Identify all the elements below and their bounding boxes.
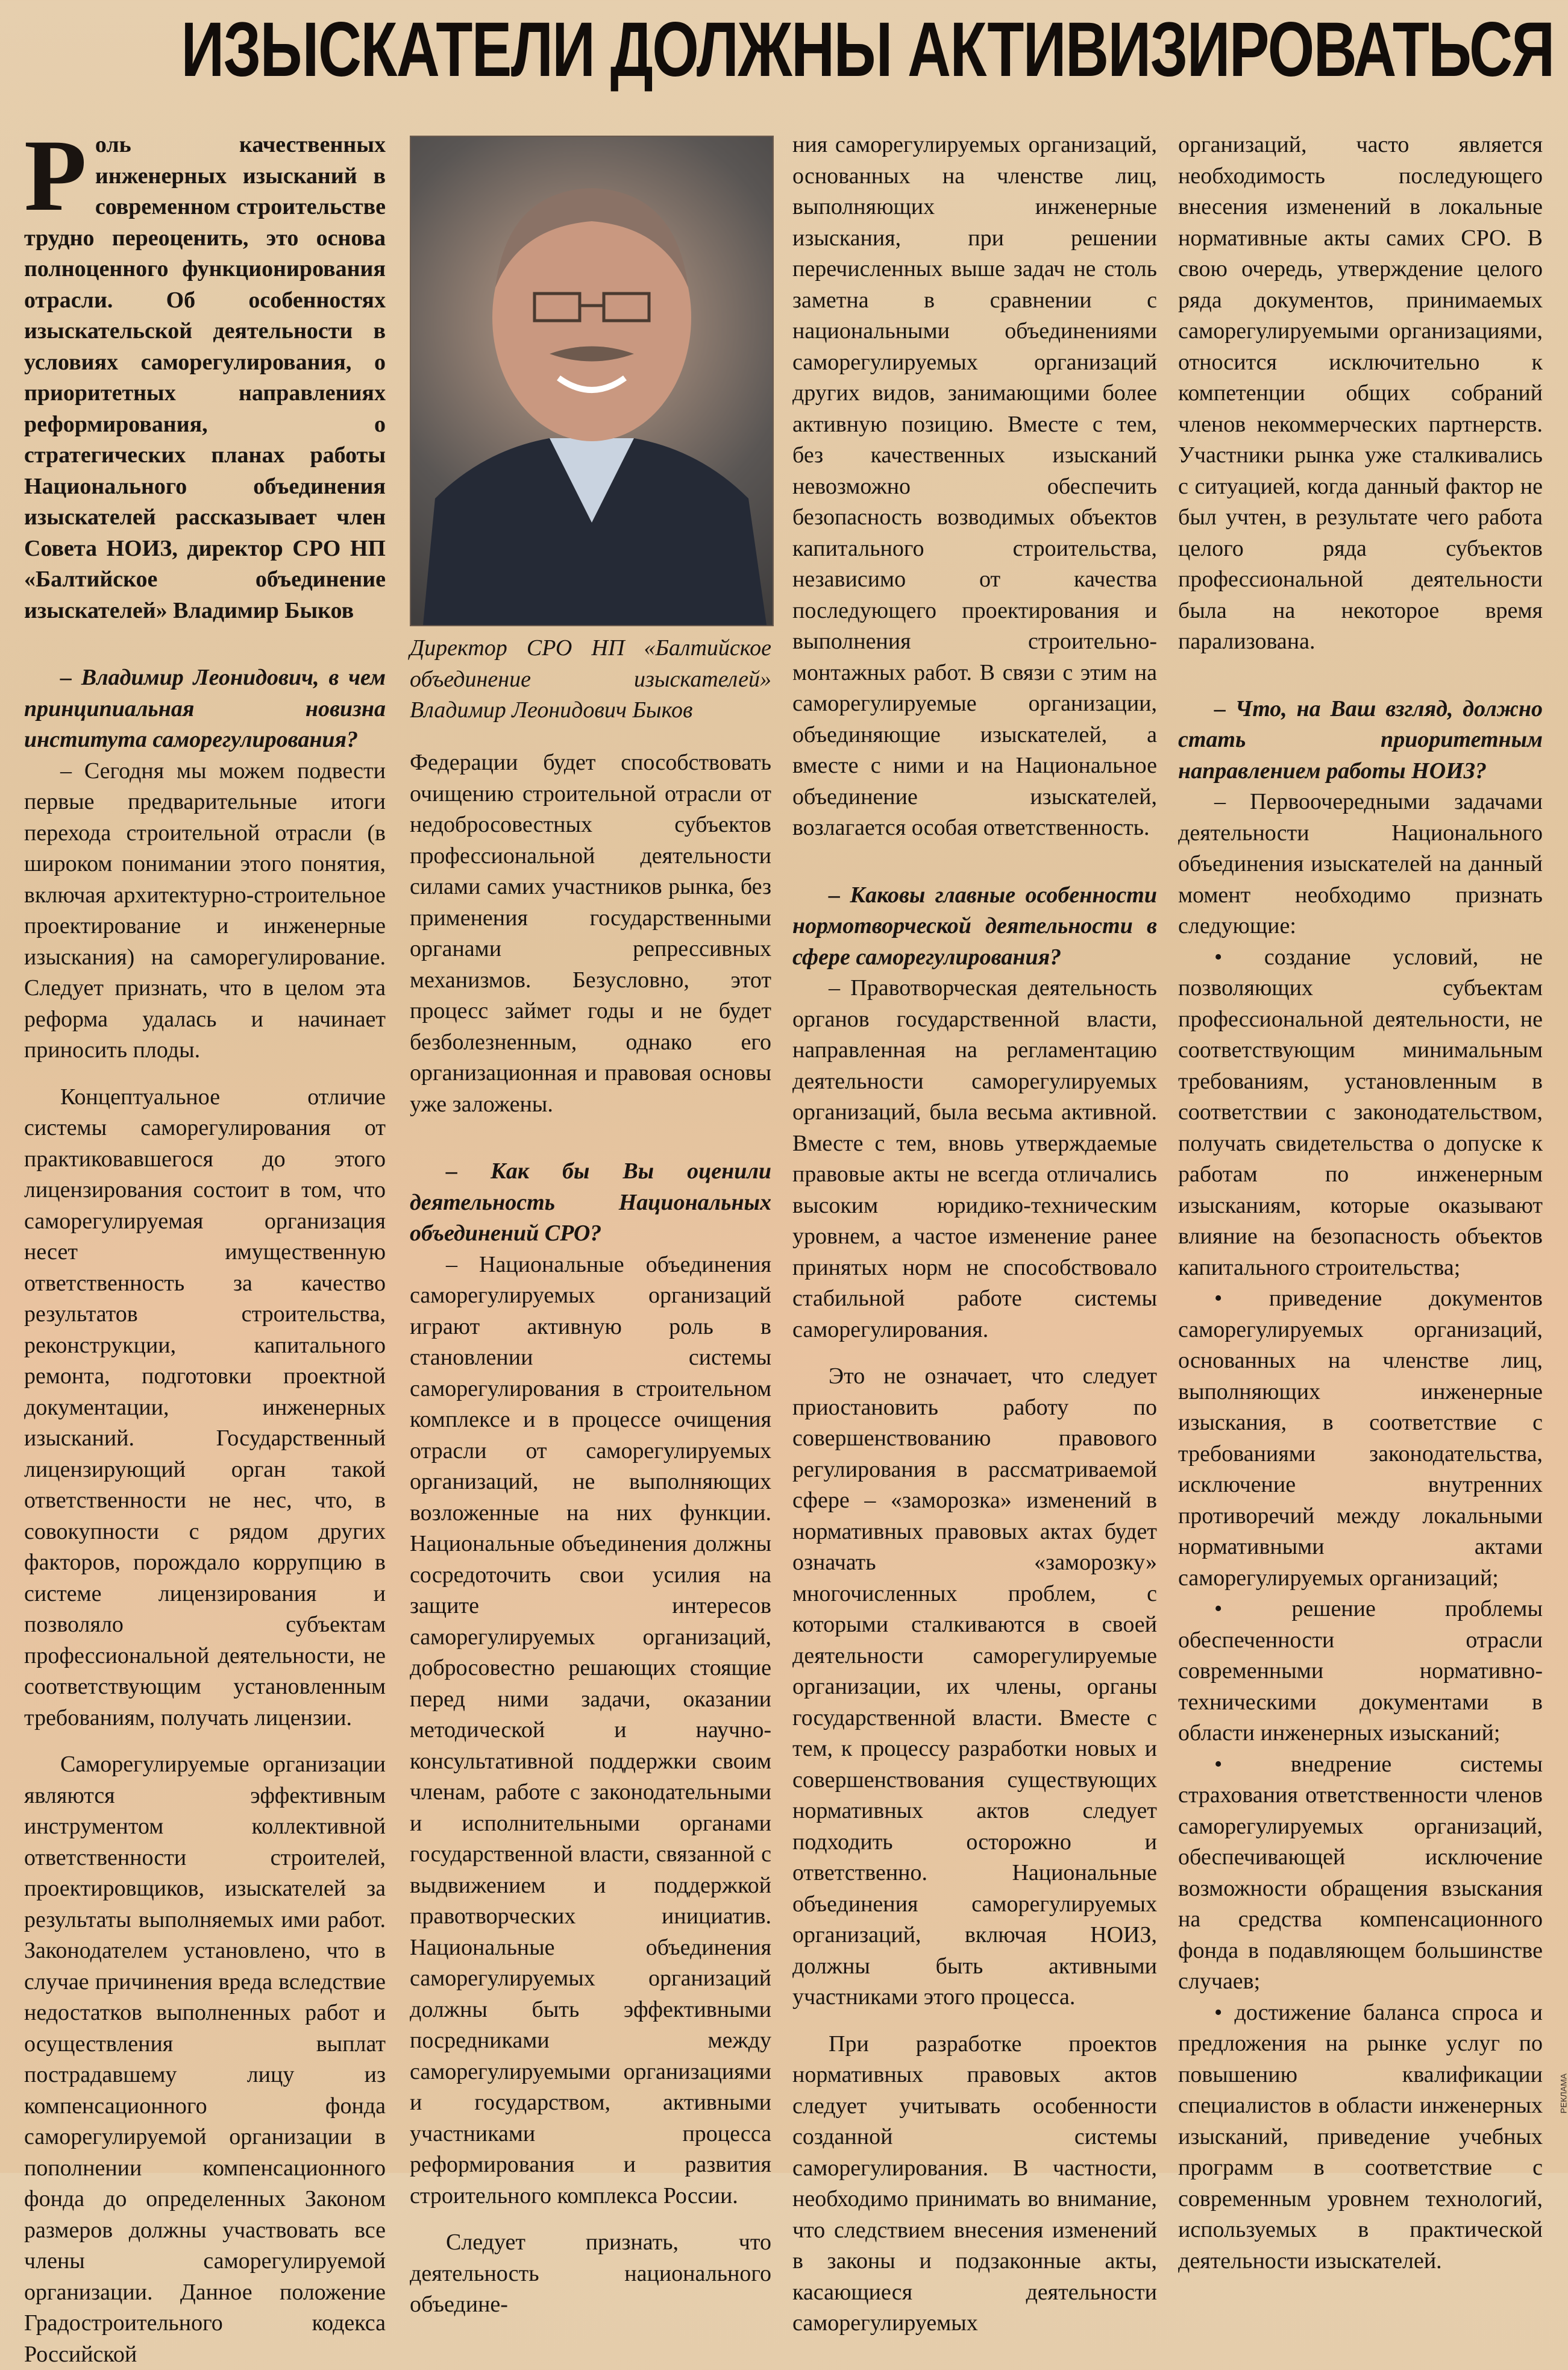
photo-caption: Директор СРО НП «Балтийское объединение изыскателей» Владимир Леонидович Быков — [410, 635, 771, 723]
bullet-item: • внедрение системы страхования ответственности членов саморегулируемых организаций, обеспечивающей исключение возможности обращения взыскания на средства компенсационного фонда в подавляющем большинстве случаев; — [1178, 1751, 1543, 1994]
margin-label: РЕКЛАМА — [1558, 2073, 1568, 2114]
answer-paragraph: – Национальные объединения саморегулируемых организаций играют активную роль в становлении системы саморегулирования в строительном комплексе и в процессе очищения отрасли от саморегулируемых организаций, не выполняющих возложенные на них функции. Национальные объединения должны сосредоточить свои усилия на защите интересов саморегулируемых организаций, добросовестно решающих стоящие перед ними задачи, оказании методической и научно-консультативной поддержки своим членам, работе с законодательными и исполнительными органами государственной власти, связанной с выдвижением и поддержкой правотворческих инициатив. Национальные объединения саморегулируемых организаций должны быть эффективными посредниками между саморегулируемыми организациями и государством, активными участниками процесса реформирования и развития строительного комплекса России. — [410, 1251, 771, 2208]
question-3: – Каковы главные особенности нормотворческой деятельности в сфере саморегулирования? — [792, 882, 1157, 970]
column-4 — [1178, 130, 1543, 2277]
question-2: – Как бы Вы оценили деятельность Национальных объединений СРО? — [410, 1158, 771, 1246]
bullet-item: • приведение документов саморегулируемых организаций, основанных на членстве лиц, выполняющих инженерные изыскания, в соответствие с требованиями законодательства, исключение внутренних противоречий между локальными нормативными актами саморегулируемых организаций; — [1178, 1286, 1543, 1591]
drop-cap: Р — [24, 119, 87, 232]
intro-text: оль качественных инженерных изысканий в современном строительстве трудно переоценить, это основа полноценного функционирования отрасли. Об особенностях изыскательской деятельности в условиях саморегулирования, о приоритетных направлениях реформирования, о стратегических планах работы Национального объединения изыскателей рассказывает член Совета НОИЗ, директор СРО НП «Балтийское объединение изыскателей» Владимир Быков — [24, 132, 386, 623]
answer-paragraph: Федерации будет способствовать очищению строительной отрасли от недобросовестных субъектов профессиональной деятельности силами самих участников рынка, без применения государственными органами репрессивных механизмов. Безусловно, этот процесс займет годы и не будет безболезненным, однако его организационная и правовая основы уже заложены. — [410, 750, 771, 1117]
bullet-item: • создание условий, не позволяющих субъектам профессиональной деятельности, не соответствующим минимальным требованиям, установленным в соответствии с законодательством, получать свидетельства о допуске к работам по инженерным изысканиям, которые оказывают влияние на безопасность объектов капитального строительства; — [1178, 944, 1543, 1280]
bullet-item: • решение проблемы обеспеченности отрасли современными нормативно-техническими документами в области инженерных изысканий; — [1178, 1596, 1543, 1746]
answer-paragraph: Следует признать, что деятельность национального объедине- — [410, 2230, 771, 2317]
answer-paragraph: Саморегулируемые организации являются эффективным инструментом коллективной ответственности строителей, проектировщиков, изыскателей за результаты выполняемых ими работ. Законодателем установлено, что в случае причинения вреда вследствие недостатков выполненных работ и осуществления выплат пострадавшему лицу из компенсационного фонда саморегулируемой организации в пополнении компенсационного фонда до определенных Законом размеров должны участвовать все члены саморегулируемой организации. Данное положение Градостроительного кодекса Российской — [24, 1752, 386, 2367]
answer-paragraph: При разработке проектов нормативных правовых актов следует учитывать особенности созданной системы саморегулирования. В частности, необходимо принимать во внимание, что следствием внесения изменений в законы и подзаконные акты, касающиеся деятельности саморегулируемых — [792, 2031, 1157, 2336]
answer-paragraph: Это не означает, что следует приостановить работу по совершенствованию правового регулирования в рассматриваемой сфере – «заморозка» изменений в нормативных правовых актах будет означать «заморозку» многочисленных проблем, с которыми сталкиваются в своей деятельности саморегулируемые организации, их члены, органы государственной власти. Вместе с тем, к процессу разработки новых и совершенствования существующих нормативных актов следует подходить осторожно и ответственно. Национальные объединения саморегулируемых организаций, включая НОИЗ, должны быть активными участниками этого процесса. — [792, 1363, 1157, 2010]
bullet-item: • достижение баланса спроса и предложения на рынке услуг по повышению квалификации специалистов в области инженерных изысканий, приведение учебных программ в соответствие с современным уровнем технологий, используемых в практической деятельности изыскателей. — [1178, 1999, 1543, 2274]
answer-paragraph: Концептуальное отличие системы саморегулирования от практиковавшегося до этого лицензирования состоит в том, что саморегулируемая организация несет имущественную ответственность за качество результатов строительства, реконструкции, капитального ремонта, подготовки проектной документации, инженерных изысканий. Государственный лицензирующий орган такой ответственности не нес, что, в совокупности с рядом других факторов, порождало коррупцию в системе лицензирования и позволяло субъектам профессиональной деятельности, не соответствующим установленным требованиям, получать лицензии. — [24, 1084, 386, 1730]
answer-paragraph: – Правотворческая деятельность органов государственной власти, направленная на регламентацию деятельности саморегулируемых организаций, была весьма активной. Вместе с тем, вновь утверждаемые правовые акты не всегда отличались высоким юридико-техническим уровнем, а частое изменение ранее принятых норм не способствовало стабильной работе системы саморегулирования. — [792, 975, 1157, 1342]
answer-paragraph: организаций, часто является необходимость последующего внесения изменений в локальные нормативные акты самих СРО. В свою очередь, утверждение целого ряда документов, принимаемых саморегулируемыми организациями, относится исключительно к компетенции общих собраний членов некоммерческих партнерств. Участники рынка уже сталкивались с ситуацией, когда данный фактор не был учтен, в результате чего работа целого ряда субъектов профессиональной деятельности была на некоторое время парализована. — [1178, 132, 1543, 654]
answer-paragraph: – Первоочередными задачами деятельности Национального объединения изыскателей на данный момент необходимо признать следующие: — [1178, 789, 1543, 938]
portrait-icon — [411, 137, 773, 625]
answer-paragraph: – Сегодня мы можем подвести первые предварительные итоги перехода строительной отрасли (в широком понимании этого понятия, включая архитектурно-строительное проектирование и инженерные изыскания) на саморегулирование. Следует признать, что в целом эта реформа удалась и начинает приносить плоды. — [24, 758, 386, 1063]
question-1: – Владимир Леонидович, в чем принципиальная новизна института саморегулирования? — [24, 665, 386, 752]
headline: ИЗЫСКАТЕЛИ ДОЛЖНЫ АКТИВИЗИРОВАТЬСЯ — [181, 7, 1554, 93]
column-3 — [792, 130, 1157, 2339]
intro-paragraph — [24, 119, 386, 626]
column-1 — [24, 119, 386, 2370]
portrait-photo — [410, 136, 774, 626]
question-4: – Что, на Ваш взгляд, должно стать приоритетным направлением работы НОИЗ? — [1178, 696, 1543, 784]
answer-paragraph: ния саморегулируемых организаций, основанных на членстве лиц, выполняющих инженерные изыскания, при решении перечисленных выше задач не столь заметна в сравнении с национальными объединениями саморегулируемых организаций других видов, занимающими более активную позицию. Вместе с тем, без качественных изысканий невозможно обеспечить безопасность возводимых объектов капитального строительства, независимо от качества последующего проектирования и выполнения строительно-монтажных работ. В связи с этим на саморегулируемые организации, объединяющие изыскателей, а вместе с ними и на Национальное объединение изыскателей, возлагается особая ответственность. — [792, 132, 1157, 840]
column-2 — [410, 747, 771, 2321]
